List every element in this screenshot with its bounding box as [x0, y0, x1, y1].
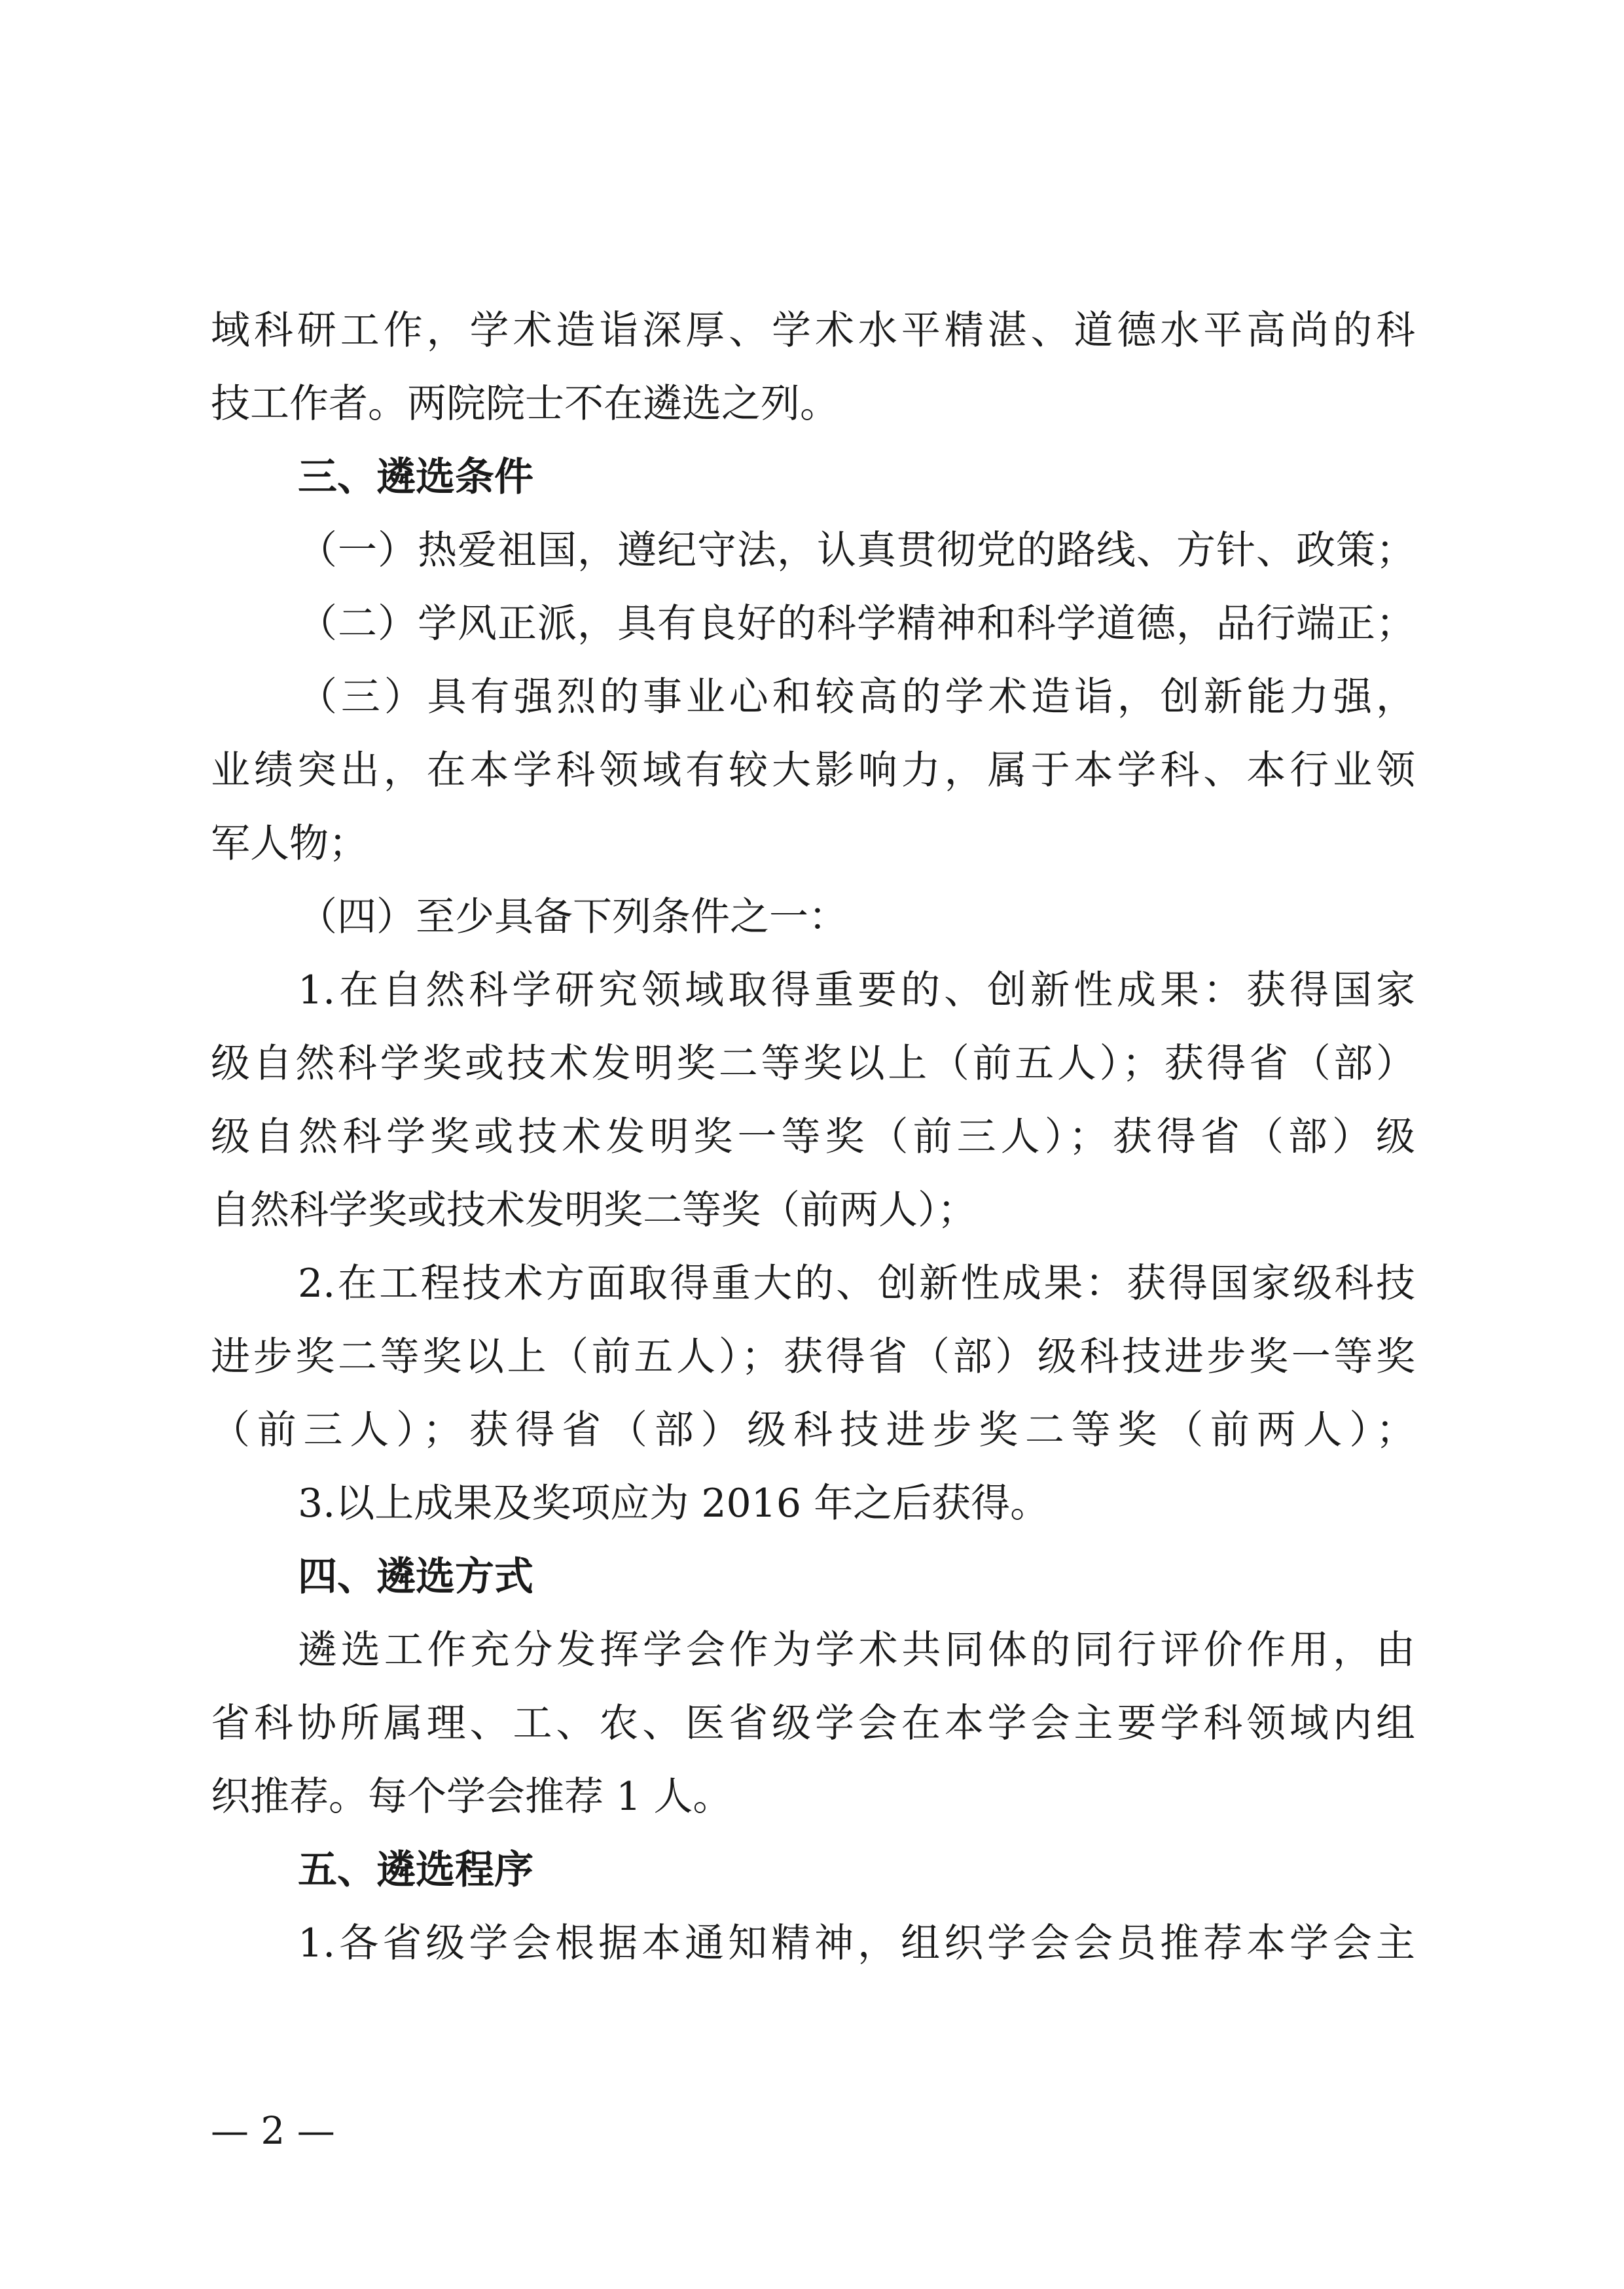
body-line: 军人物；: [211, 821, 368, 867]
body-line: 1.各省级学会根据本通知精神，组织学会会员推荐本学会主: [298, 1920, 1415, 1966]
body-line: （三）具有强烈的事业心和较高的学术造诣，创新能力强，: [298, 674, 1415, 720]
body-line: 业绩突出，在本学科领域有较大影响力，属于本学科、本行业领: [211, 748, 1415, 793]
body-line: 自然科学奖或技术发明奖二等奖（前两人）；: [211, 1187, 977, 1233]
body-line: 技工作者。两院院士不在遴选之列。: [211, 381, 839, 427]
body-line: 进步奖二等奖以上（前五人）；获得省（部）级科技进步奖一等奖: [211, 1334, 1415, 1380]
body-line: （前三人）；获得省（部）级科技进步奖二等奖（前两人）；: [211, 1407, 1415, 1453]
body-line: （二）学风正派，具有良好的科学精神和科学道德，品行端正；: [298, 601, 1415, 647]
section-heading: 五、遴选程序: [298, 1847, 533, 1893]
body-line: 织推荐。每个学会推荐 1 人。: [211, 1774, 732, 1820]
body-line: 3.以上成果及奖项应为 2016 年之后获得。: [298, 1481, 1050, 1526]
section-heading: 四、遴选方式: [298, 1554, 533, 1600]
body-line: 级自然科学奖或技术发明奖一等奖（前三人）；获得省（部）级: [211, 1114, 1415, 1160]
body-line: 省科协所属理、工、农、医省级学会在本学会主要学科领域内组: [211, 1701, 1415, 1746]
body-line: （四）至少具备下列条件之一：: [298, 894, 848, 940]
body-line: 2.在工程技术方面取得重大的、创新性成果：获得国家级科技: [298, 1261, 1415, 1307]
body-line: 域科研工作，学术造诣深厚、学术水平精湛、道德水平高尚的科: [211, 308, 1415, 353]
body-line: （一）热爱祖国，遵纪守法，认真贯彻党的路线、方针、政策；: [298, 528, 1415, 573]
body-line: 1.在自然科学研究领域取得重要的、创新性成果：获得国家: [298, 967, 1415, 1013]
body-line: 遴选工作充分发挥学会作为学术共同体的同行评价作用，由: [298, 1627, 1415, 1673]
body-line: 级自然科学奖或技术发明奖二等奖以上（前五人）；获得省（部）: [211, 1041, 1415, 1087]
page-number: — 2 —: [211, 2108, 335, 2153]
section-heading: 三、遴选条件: [298, 454, 533, 500]
